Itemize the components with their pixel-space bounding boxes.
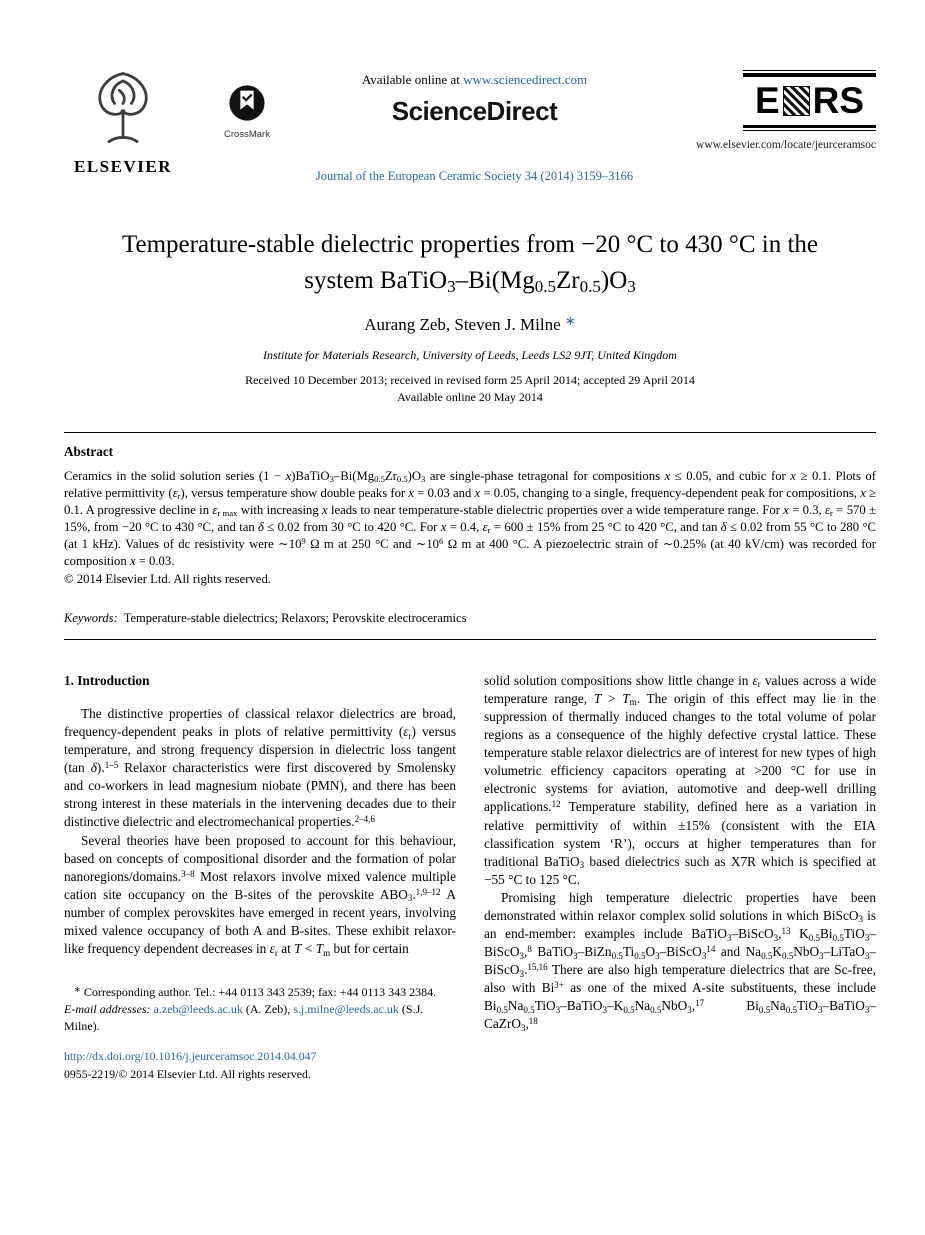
abstract-top-divider: [64, 432, 876, 433]
email-zeb-suffix: (A. Zeb),: [242, 1001, 291, 1016]
journal-citation-link[interactable]: Journal of the European Ceramic Society 34 (2014) 3159–3166: [315, 169, 634, 183]
email-zeb-link[interactable]: a.zeb@leeds.ac.uk: [153, 1001, 243, 1016]
email-addresses-label: E-mail addresses:: [64, 1001, 151, 1016]
keywords-label: Keywords:: [64, 610, 118, 625]
available-online-text: Available online at: [361, 72, 464, 87]
crossmark-icon: [228, 84, 266, 122]
header-right: [671, 68, 876, 151]
keywords-line: [64, 611, 876, 626]
footnote-email-line: [64, 1001, 456, 1035]
left-column: [64, 672, 456, 1084]
elsevier-logo: [64, 68, 182, 177]
right-column: [484, 672, 876, 1084]
header-center: [278, 68, 671, 185]
issn-rights-line: 0955-2219/© 2014 Elsevier Ltd. All rights reserved.: [64, 1067, 311, 1082]
email-milne-suffix: (S.J. Milne).: [64, 1001, 424, 1033]
sciencedirect-url-link[interactable]: www.sciencedirect.com: [463, 72, 588, 87]
introduction-heading: 1. Introduction: [64, 672, 150, 688]
ecers-top-hairline: [743, 70, 876, 71]
doi-block: [64, 1048, 456, 1083]
journal-header: [64, 68, 876, 185]
intro-paragraph-4: Promising high temperature dielectric properties have been demonstrated within relaxor complex solid solutions in which BiScO$_3$ is an end-member: examples include BaTiO$_3$–BiScO$_3$,$^{13}$ $K_{0.5}Bi_{0.5}TiO_3-BiScO_3,^8$ $BaTiO_3-BiZn_{0.5}Ti_{0.5}O_3-BiScO_3^{14}$ and $Na_{0.5}K_{0.5}NbO_3-LiTaO_3-BiScO_3.^{15,16}$ There are also high temperature dielectrics that are Sc-free, also with $Bi^{3+}$ as one of the mixed A-site substituents, these include $Bi_{0.5}Na_{0.5}TiO_3-BaTiO_3-K_{0.5}Na_{0.5}NbO_3,^{17}$ $Bi_{0.5}Na_{0.5}TiO_3-BaTiO_3-CaZrO_3,^{18}$: [484, 889, 876, 1033]
body-columns: [64, 672, 876, 1084]
ecers-weave-icon: [783, 86, 810, 116]
corresponding-author-mark[interactable]: ∗: [564, 312, 576, 328]
elsevier-wordmark: ELSEVIER: [74, 157, 172, 176]
affiliation: Institute for Materials Research, University of Leeds, Leeds LS2 9JT, United Kingdom: [263, 348, 677, 362]
email-milne-link[interactable]: s.j.milne@leeds.ac.uk: [293, 1001, 399, 1016]
author-line: [64, 312, 876, 335]
doi-link[interactable]: http://dx.doi.org/10.1016/j.jeurceramsoc.2014.04.047: [64, 1049, 317, 1064]
ecers-bottom-bar: [743, 125, 876, 129]
ecers-bottom-hairline: [743, 130, 876, 131]
article-title: Temperature-stable dielectric properties from −20 °C to 430 °C in the system $BaTiO_3-Bi(Mg_{0.5}Zr_{0.5})O_3$: [121, 231, 819, 297]
keywords-bottom-divider: [64, 639, 876, 640]
intro-paragraph-2: Several theories have been proposed to account for this behaviour, based on concepts of compositional disorder and the formation of polar nanoregions/domains.$^{3-8}$ Most relaxors involve mixed valence multiple cation site occupancy on the B-sites of the perovskite $ABO_3.^{1,9-12}$ A number of complex perovskites have emerged in recent years, involving mixed valence occupancy of both A and B-sites. These exhibit relaxor-like frequency dependent decreases in $\varepsilon_r$ at $T < T_m$ but for certain: [64, 832, 456, 958]
sciencedirect-logo: ScienceDirect: [391, 96, 558, 126]
ecers-logo: [743, 70, 876, 131]
intro-paragraph-3: solid solution compositions show little change in $\varepsilon_r$ values across a wide temperature range, $T > T_m$. The origin of this effect may lie in the suppression of thermally induced changes to the total volume of polar regions as a consequence of the highly defective crystal lattice. These temperature stable relaxor dielectrics are of interest for new types of high volumetric efficiency capacitors operating at >200 °C for use in electronic systems for aviation, automotive and deep-well drilling applications.$^{12}$ Temperature stability, defined here as a variation in relative permittivity of within ±15% (consistent with the EIA classification system ‘R’), occurs at higher temperatures than for traditional BaTiO$_3$ based dielectrics such as X7R which is specified at −55 °C to 125 °C.: [484, 672, 877, 887]
received-line: Received 10 December 2013; received in revised form 25 April 2014; accepted 29 April 2014: [245, 373, 695, 387]
available-online-date: Available online 20 May 2014: [397, 390, 543, 405]
available-online-line: [278, 72, 671, 88]
locate-url-link[interactable]: www.elsevier.com/locate/jeurceramsoc: [696, 139, 876, 151]
abstract-heading: Abstract: [64, 443, 114, 459]
article-dates: [64, 372, 876, 407]
crossmark-label: CrossMark: [224, 129, 270, 140]
footnote-contact-line: ∗ Corresponding author. Tel.: +44 0113 343 2539; fax: +44 0113 343 2384.: [74, 985, 437, 1000]
abstract-copyright: © 2014 Elsevier Ltd. All rights reserved.: [64, 571, 271, 586]
abstract-text: Ceramics in the solid solution series $(1 - x)BaTiO_3-Bi(Mg_{0.5}Zr_{0.5})O_3$ are single-phase tetragonal for compositions x ≤ 0.05, and cubic for x ≥ 0.1. Plots of relative permittivity $(\varepsilon_r)$, versus temperature show double peaks for x = 0.03 and x = 0.05, changing to a single, frequency-dependent peak for compositions, x ≥ 0.1. A progressive decline in $\varepsilon_{r max}$ with increasing x leads to near temperature-stable dielectric properties over a wide temperature range. For x = 0.3, $\varepsilon_r = 570 \pm 15\%$, from −20 °C to 430 °C, and tan δ ≤ 0.02 from 30 °C to 420 °C. For x = 0.4, $\varepsilon_r = 600 \pm 15\%$ from 25 °C to 420 °C, and tan δ ≤ 0.02 from 55 °C to 280 °C (at 1 kHz). Values of dc resistivity were $\sim 10^9$ Ω m at 250 °C and $\sim 10^6$ Ω m at 400 °C. A piezoelectric strain of ∼0.25% (at 40 kV/cm) was recorded for composition x = 0.03.: [64, 468, 877, 568]
author-names: Aurang Zeb, Steven J. Milne: [364, 315, 561, 334]
corresponding-author-footnote: [64, 984, 456, 1034]
crossmark-badge[interactable]: [216, 84, 278, 140]
ecers-letters-rs: RS: [812, 79, 865, 121]
elsevier-tree-icon: [84, 68, 162, 150]
ecers-letter-e: E: [754, 79, 780, 121]
intro-paragraph-1: The distinctive properties of classical relaxor dielectrics are broad, frequency-dependent peaks in plots of relative permittivity $(\varepsilon_r)$ versus temperature, and strong frequency dispersion in dielectric loss tangent (tan δ).$^{1-5}$ Relaxor characteristics were first discovered by Smolensky and co-workers in lead magnesium niobate (PMN), and there has been strong interest in these materials in the intervening decades due to their distinctive dielectric and electromechanical properties.$^{2-4,6}$: [64, 705, 456, 830]
keywords-text: Temperature-stable dielectrics; Relaxors; Perovskite electroceramics: [123, 610, 467, 625]
ecers-letters: [743, 77, 876, 125]
